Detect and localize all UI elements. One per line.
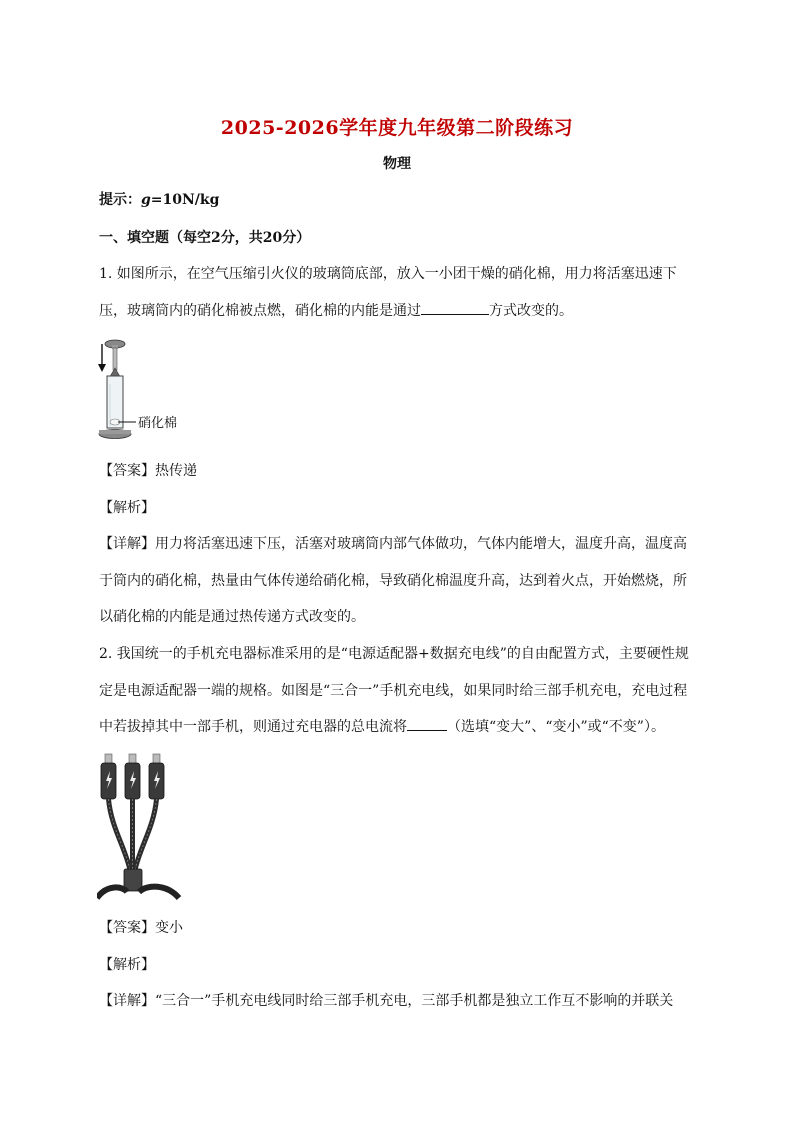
- answer-tag: 【答案】: [99, 463, 155, 479]
- q2-answer: [99, 917, 699, 937]
- q1-detail-line1: [99, 533, 699, 553]
- q2-detail-line1: [99, 990, 699, 1010]
- detail-tag: 【详解】: [99, 536, 155, 552]
- hint-g-variable: g: [141, 192, 151, 208]
- q1-detail-line2: 于筒内的硝化棉，热量由气体传递给硝化棉，导致硝化棉温度升高，达到着火点，开始燃烧，所: [99, 573, 687, 589]
- q1-answer: [99, 460, 699, 480]
- q1-text-part-b: 方式改变的。: [489, 303, 573, 319]
- q1-detail-line3: 以硝化棉的内能是通过热传递方式改变的。: [99, 609, 365, 625]
- q1-text-line1: 1. 如图所示，在空气压缩引火仪的玻璃筒底部，放入一小团干燥的硝化棉，用力将活塞迅速下: [99, 266, 677, 282]
- hint-g-value: =10N/kg: [150, 192, 220, 208]
- detail-tag: 【详解】: [99, 993, 155, 1009]
- q2-text-part-a: 中若拔掉其中一部手机，则通过充电器的总电流将: [99, 719, 407, 735]
- answer-tag: 【答案】: [99, 920, 155, 936]
- subject-title: 物理: [383, 156, 411, 172]
- compression-igniter-figure: [96, 336, 196, 444]
- q2-answer-blank: [407, 716, 447, 731]
- q2-analysis-tag: 【解析】: [99, 957, 155, 973]
- detail-text: 用力将活塞迅速下压，活塞对玻璃筒内部气体做功，气体内能增大，温度升高，温度高: [155, 536, 687, 552]
- q1-text-line2: [99, 300, 699, 320]
- q2-text-line3: [99, 716, 699, 736]
- q2-text-part-b: （选填“变大”、“变小”或“不变”）。: [447, 719, 665, 735]
- q1-text-part-a: 压，玻璃筒内的硝化棉被点燃，硝化棉的内能是通过: [99, 303, 421, 319]
- hint-prefix: 提示：: [99, 192, 141, 208]
- answer-text: 热传递: [155, 463, 197, 479]
- q2-text-line2: 定是电源适配器一端的规格。如图是“三合一”手机充电线，如果同时给三部手机充电，充电过程: [99, 683, 688, 699]
- page-title: 2025-2026学年度九年级第二阶段练习: [220, 117, 574, 139]
- hint-line: [99, 189, 699, 209]
- q1-answer-blank: [421, 300, 489, 315]
- detail-text: “三合一”手机充电线同时给三部手机充电，三部手机都是独立工作互不影响的并联关: [155, 993, 674, 1009]
- figure-label-nitrocotton: 硝化棉: [138, 416, 178, 431]
- three-in-one-cable-figure: [97, 752, 181, 900]
- answer-text: 变小: [155, 920, 183, 936]
- q2-text-line1: 2. 我国统一的手机充电器标准采用的是“电源适配器+数据充电线”的自由配置方式，主要硬性规: [99, 646, 689, 662]
- section-heading: 一、填空题（每空2分，共20分）: [99, 230, 311, 246]
- q1-analysis-tag: 【解析】: [99, 500, 155, 516]
